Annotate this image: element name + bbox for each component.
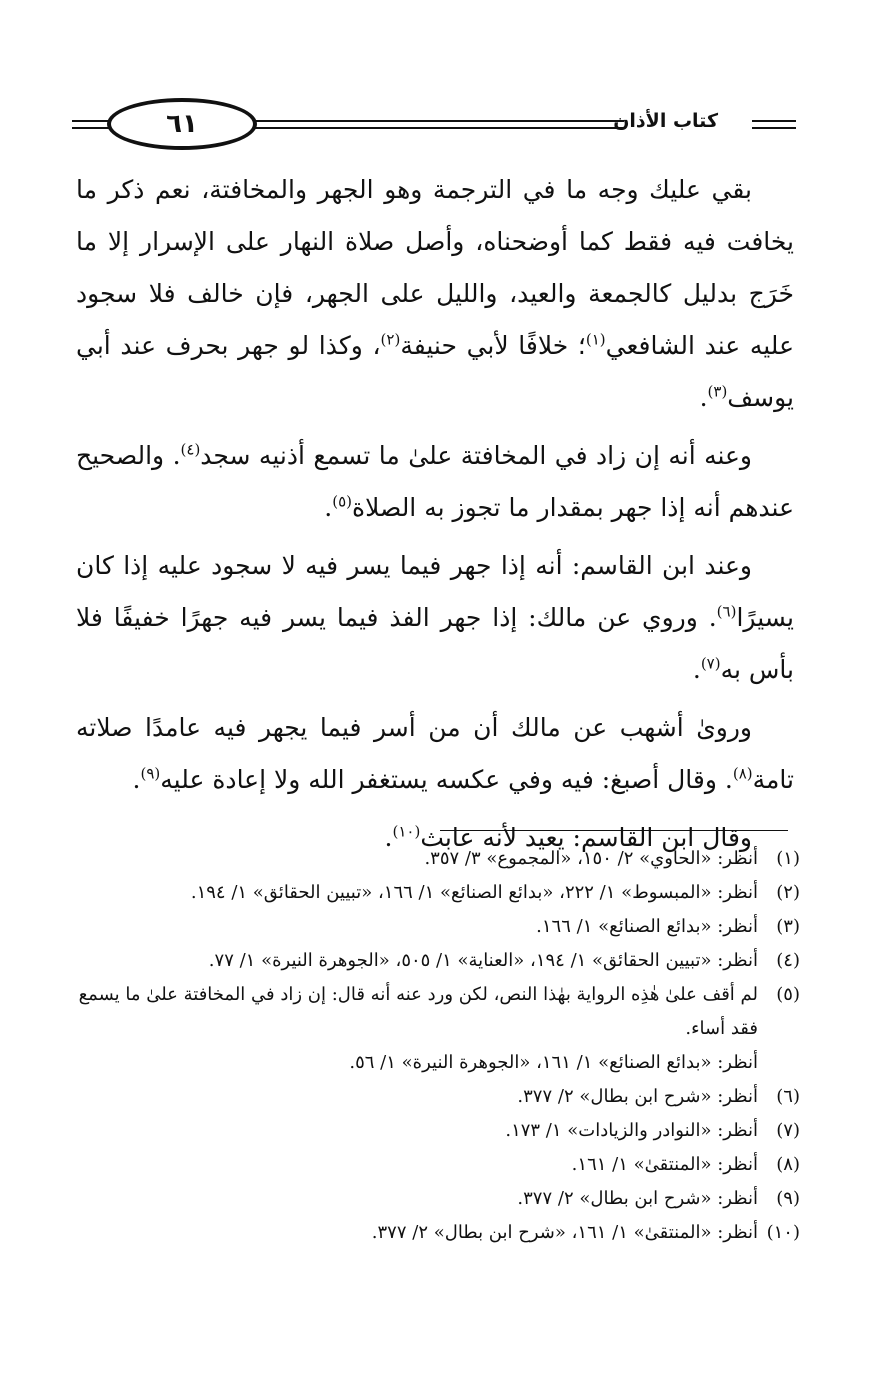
footnote-reference: (٣) xyxy=(707,382,728,401)
footnote-number: (٢) xyxy=(776,882,800,903)
footnote-text: أنظر: «النوادر والزيادات» ١/ ١٧٣. xyxy=(505,1120,758,1141)
footnotes xyxy=(70,842,800,1250)
footnote-10 xyxy=(70,1216,800,1250)
page-header xyxy=(72,98,796,150)
paragraph-2 xyxy=(76,430,794,534)
footnote-2 xyxy=(70,876,800,910)
footnote-number: (٩) xyxy=(776,1188,800,1209)
footnote-6 xyxy=(70,1080,800,1114)
paragraph-text: ؛ خلافًا لأبي حنيفة xyxy=(400,331,586,360)
footnote-9 xyxy=(70,1182,800,1216)
header-rule-middle-1 xyxy=(252,120,624,122)
footnote-number: (١) xyxy=(776,848,800,869)
footnote-8 xyxy=(70,1148,800,1182)
footnote-text: أنظر: «بدائع الصنائع» ١/ ١٦٦. xyxy=(536,916,758,937)
paragraph-text: . xyxy=(324,493,333,522)
footnote-number: (١٠) xyxy=(766,1222,800,1243)
paragraph-text: . وروي عن مالك: إذا جهر الفذ فيما يسر فيه جهرًا خفيفًا فلا بأس به xyxy=(76,603,794,684)
footnote-reference: (٤) xyxy=(180,440,201,459)
paragraph-4 xyxy=(76,702,794,806)
footnote-reference: (١) xyxy=(585,330,606,349)
footnote-reference: (٩) xyxy=(140,764,161,783)
footnote-text: أنظر: «المبسوط» ١/ ٢٢٢، «بدائع الصنائع» ١/ ١٦٦، «تبيين الحقائق» ١/ ١٩٤. xyxy=(190,882,758,903)
footnote-reference: (٢) xyxy=(380,330,401,349)
footnote-number: (٦) xyxy=(776,1086,800,1107)
footnote-reference: (٥) xyxy=(332,492,352,511)
footnote-text: أنظر: «الحاوي» ٢/ ١٥٠، «المجموع» ٣/ ٣٥٧. xyxy=(424,848,758,869)
footnote-reference: (٨) xyxy=(732,764,753,783)
footnote-text: أنظر: «المنتقىٰ» ١/ ١٦١. xyxy=(571,1154,758,1175)
header-rule-middle-2 xyxy=(252,127,624,129)
footnote-reference: (٦) xyxy=(716,602,737,621)
footnote-reference: (٧) xyxy=(700,654,721,673)
paragraph-text: . xyxy=(699,383,708,412)
footnote-1 xyxy=(70,842,800,876)
footnote-text: أنظر: «شرح ابن بطال» ٢/ ٣٧٧. xyxy=(517,1086,758,1107)
footnote-line: أنظر: «بدائع الصنائع» ١/ ١٦١، «الجوهرة النيرة» ١/ ٥٦. xyxy=(349,1052,758,1073)
paragraph-text: وعند ابن القاسم: أنه إذا جهر فيما يسر فيه لا سجود عليه إذا كان يسيرًا xyxy=(76,551,794,632)
paragraph-text: ، وكذا لو جهر بحرف عند أبي يوسف xyxy=(76,331,794,412)
header-rule-left-2 xyxy=(72,127,112,129)
footnote-4 xyxy=(70,944,800,978)
header-rule-left-1 xyxy=(72,120,112,122)
paragraph-text: بقي عليك وجه ما في الترجمة وهو الجهر والمخافتة، نعم ذكر ما يخافت فيه فقط كما أوضحناه، وأصل صلاة النهار على الإسرار إلا ما خَرَج بدليل كالجمعة والعيد، والليل على الجهر، فإن خالف فلا سجود عليه عند الشافعي xyxy=(76,175,795,360)
paragraph-3 xyxy=(76,540,794,696)
chapter-title: كتاب الأذان xyxy=(613,110,718,132)
main-text xyxy=(76,164,794,870)
footnote-5 xyxy=(70,978,800,1080)
header-rule-right-2 xyxy=(752,127,796,129)
footnote-text xyxy=(70,978,758,1080)
footnote-number: (٨) xyxy=(776,1154,800,1175)
footnote-number: (٤) xyxy=(776,950,800,971)
page-number: ٦١ xyxy=(107,98,257,150)
footnote-3 xyxy=(70,910,800,944)
footnote-text: أنظر: «المنتقىٰ» ١/ ١٦١، «شرح ابن بطال» ٢/ ٣٧٧. xyxy=(371,1222,758,1243)
footnote-number: (٥) xyxy=(776,984,800,1005)
paragraph-text: وعنه أنه إن زاد في المخافتة علىٰ ما تسمع أذنيه سجد xyxy=(200,441,753,470)
paragraph-1 xyxy=(76,164,794,424)
paragraph-text: . xyxy=(692,655,701,684)
paragraph-text: . xyxy=(384,823,393,852)
footnote-text: أنظر: «تبيين الحقائق» ١/ ١٩٤، «العناية» ١/ ٥٠٥، «الجوهرة النيرة» ١/ ٧٧. xyxy=(208,950,758,971)
paragraph-text: . والصحيح عندهم أنه إذا جهر بمقدار ما تجوز به الصلاة xyxy=(76,441,794,522)
footnote-text: أنظر: «شرح ابن بطال» ٢/ ٣٧٧. xyxy=(517,1188,758,1209)
header-rule-right-1 xyxy=(752,120,796,122)
paragraph-text: . وقال أصبغ: فيه وفي عكسه يستغفر الله ولا إعادة عليه xyxy=(160,765,733,794)
footnote-number: (٧) xyxy=(776,1120,800,1141)
footnote-separator xyxy=(440,830,788,831)
footnote-line: لم أقف علىٰ هٰذِه الرواية بهٰذا النص، لكن ورد عنه أنه قال: إن زاد في المخافتة علىٰ ما يسمع فقد أساء. xyxy=(78,984,758,1039)
footnote-reference: (١٠) xyxy=(392,822,421,841)
paragraph-text: وقال ابن القاسم: يعيد لأنه عابث xyxy=(420,823,752,852)
footnote-number: (٣) xyxy=(776,916,800,937)
paragraph-text: . xyxy=(132,765,141,794)
footnote-7 xyxy=(70,1114,800,1148)
paragraph-text: ورویٰ أشهب عن مالك أن من أسر فيما يجهر فيه عامدًا صلاته تامة xyxy=(76,713,794,794)
